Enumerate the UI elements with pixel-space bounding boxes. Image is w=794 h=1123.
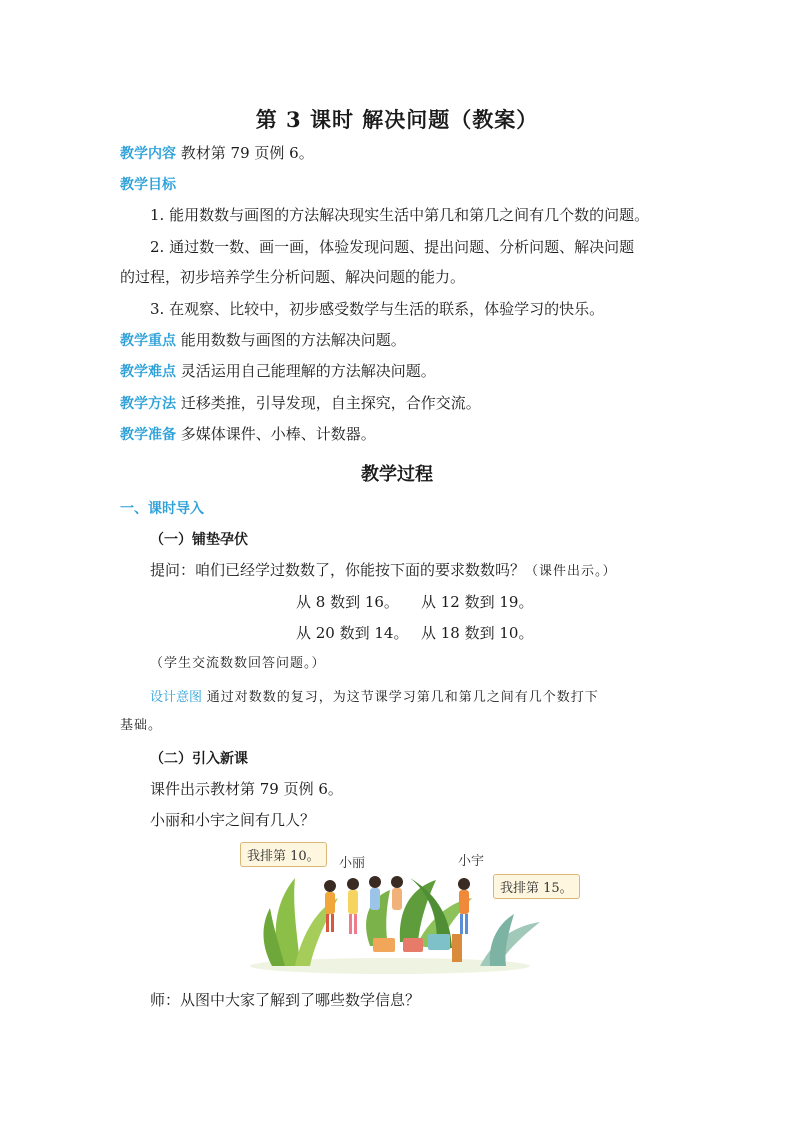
ask-row: 小丽和小宇之间有几人？ <box>150 811 316 829</box>
goal-item-2-cont: 的过程，初步培养学生分析问题、解决问题的能力。 <box>120 268 466 286</box>
key-point-row <box>120 330 406 351</box>
name-right: 小宇 <box>458 854 485 869</box>
teacher-row: 师：从图中大家了解到了哪些数学信息？ <box>150 991 421 1009</box>
page-title: 第 3 课时 解决问题（教案） <box>255 107 539 132</box>
name-left: 小丽 <box>339 856 366 871</box>
section1-heading <box>120 498 204 519</box>
goals-label-row <box>120 174 176 195</box>
count-a1: 从 8 数到 16。 <box>296 593 399 611</box>
section1-sub1 <box>150 529 248 550</box>
design-text-2: 基础。 <box>120 718 163 733</box>
question-text: 提问：咱们已经学过数数了，你能按下面的要求数数吗？ <box>150 561 526 579</box>
process-title: 教学过程 <box>361 464 433 485</box>
sub2-text: （二）引入新课 <box>150 751 248 767</box>
bubble-right: 我排第 15。 <box>493 874 580 899</box>
goal-item-1: 1. 能用数数与画图的方法解决现实生活中第几和第几之间有几个数的问题。 <box>150 206 650 224</box>
content-label: 教学内容 <box>120 146 176 162</box>
design-row <box>150 686 599 708</box>
count-b1: 从 20 数到 14。 <box>296 624 409 642</box>
prep-text: 多媒体课件、小棒、计数器。 <box>180 425 376 443</box>
method-text: 迁移类推，引导发现，自主探究，合作交流。 <box>180 394 481 412</box>
method-row <box>120 393 481 414</box>
section1-heading-text: 一、课时导入 <box>120 501 204 517</box>
section1-sub2 <box>150 748 248 769</box>
key-point-text: 能用数数与画图的方法解决问题。 <box>180 331 406 349</box>
goal-item-3: 3. 在观察、比较中，初步感受数学与生活的联系，体验学习的快乐。 <box>150 300 605 318</box>
example-illustration <box>240 838 573 976</box>
count-a2: 从 12 数到 19。 <box>421 593 534 611</box>
sub1-text: （一）铺垫孕伏 <box>150 532 248 548</box>
difficulty-label: 教学难点 <box>120 364 176 380</box>
bubble-left: 我排第 10。 <box>240 842 327 867</box>
prep-label: 教学准备 <box>120 427 176 443</box>
difficulty-text: 灵活运用自己能理解的方法解决问题。 <box>180 362 436 380</box>
difficulty-row <box>120 361 436 382</box>
goals-label: 教学目标 <box>120 177 176 193</box>
prep-row <box>120 424 376 445</box>
count-b2: 从 18 数到 10。 <box>421 624 534 642</box>
design-text-1: 通过对数数的复习，为这节课学习第几和第几之间有几个数打下 <box>206 690 599 705</box>
question-note: （课件出示。） <box>525 564 617 579</box>
student-note: （学生交流数数回答问题。） <box>150 656 326 671</box>
question-row <box>150 560 617 582</box>
method-label: 教学方法 <box>120 396 176 412</box>
show-row: 课件出示教材第 79 页例 6。 <box>150 780 343 798</box>
design-label: 设计意图 <box>150 690 203 705</box>
content-row <box>120 143 314 164</box>
goal-item-2: 2. 通过数一数、画一画，体验发现问题、提出问题、分析问题、解决问题 <box>150 238 635 256</box>
content-text: 教材第 79 页例 6。 <box>180 144 314 162</box>
key-point-label: 教学重点 <box>120 333 176 349</box>
